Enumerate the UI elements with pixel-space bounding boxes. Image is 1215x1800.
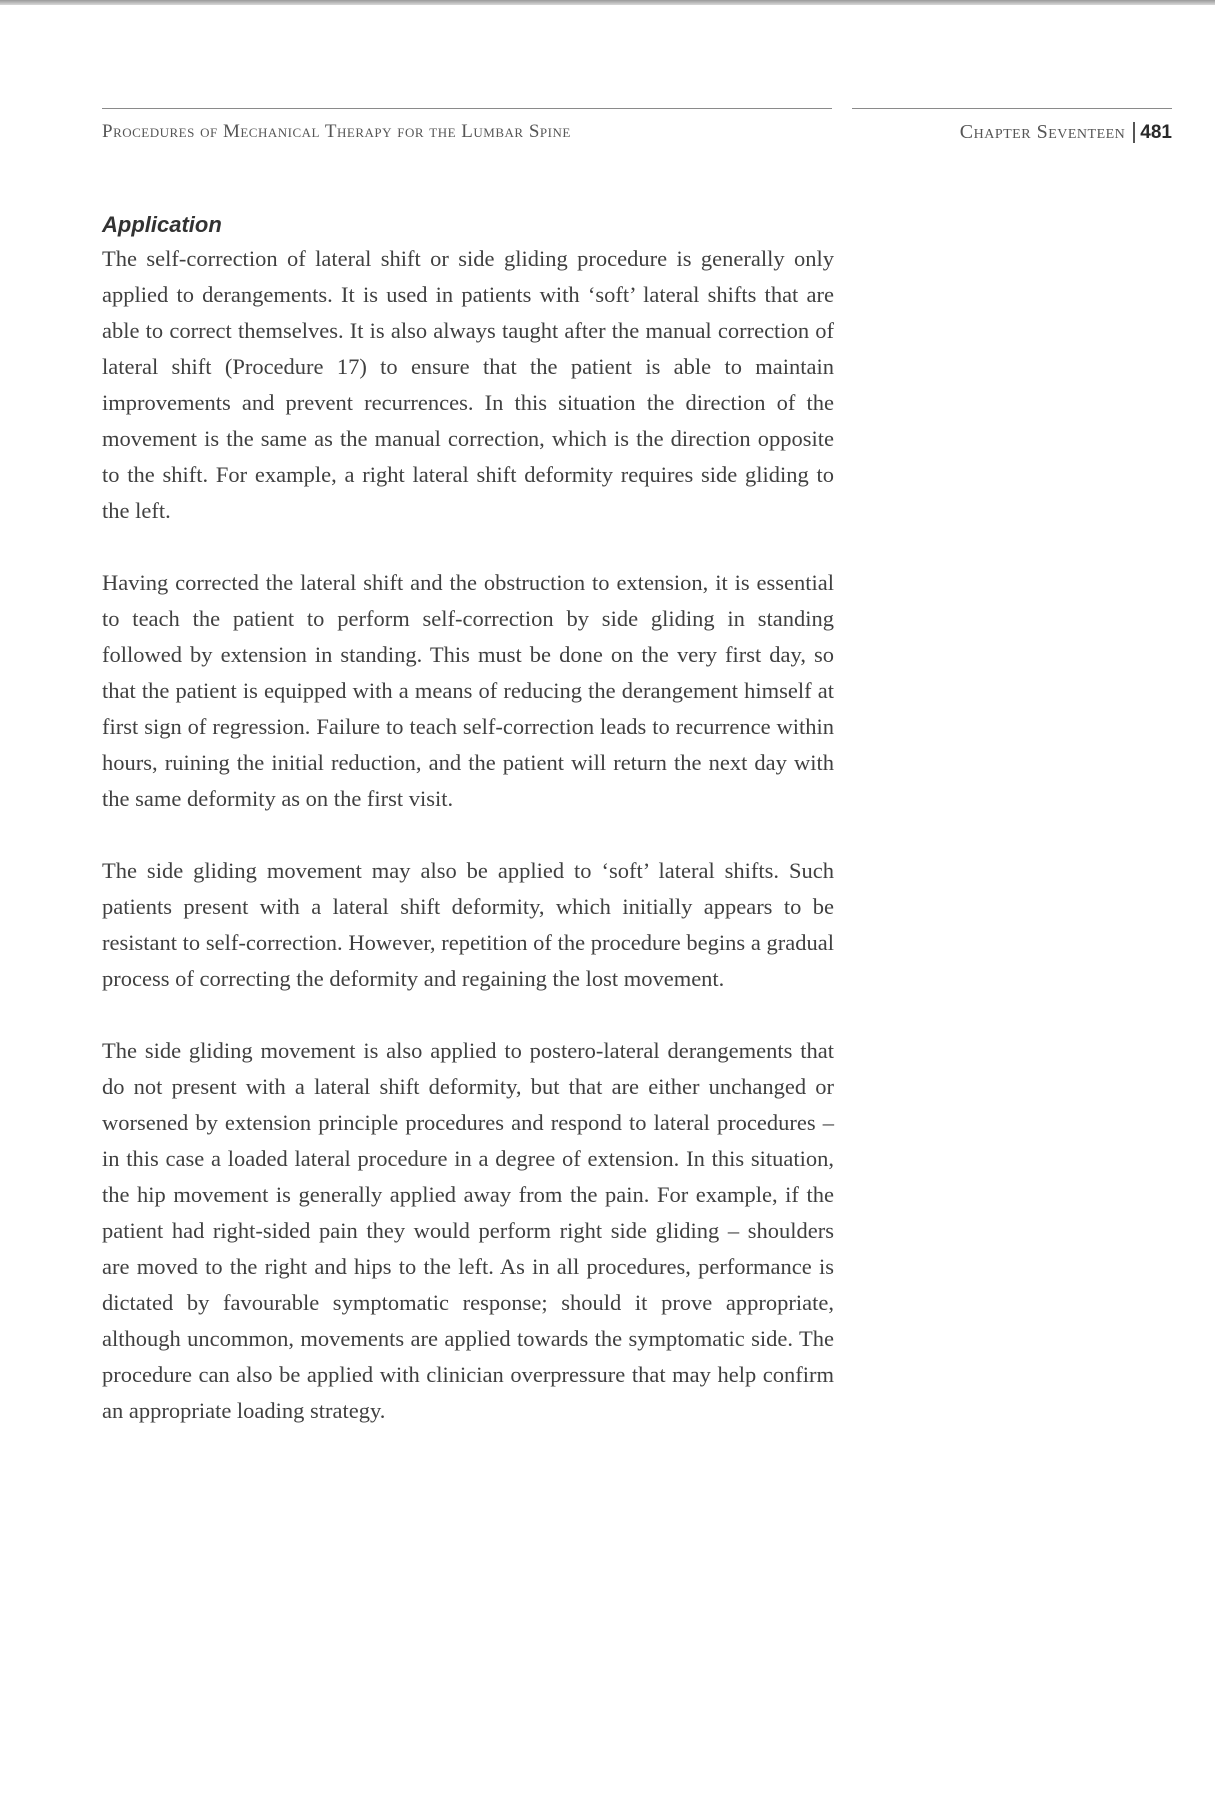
paragraph: The side gliding movement is also applied to postero-lateral derangements that do not present with a lateral shift deformity, but that are either unchanged or worsened by extension principle procedures and respond to lateral procedures – in this case a loaded lateral procedure in a degree of extension. In this situation, the hip movement is generally applied away from the pain. For example, if the patient had right-sided pain they would perform right side gliding – shoulders are moved to the right and hips to the left. As in all procedures, performance is dictated by favourable symptomatic response; should it prove appropriate, although uncommon, movements are applied towards the symptomatic side. The procedure can also be applied with clinician overpressure that may help confirm an appropriate loading strategy.: [102, 1038, 834, 1423]
top-scan-edge: [0, 0, 1215, 5]
chapter-block: [852, 108, 1172, 144]
page-number: 481: [1133, 122, 1172, 143]
paragraph: Having corrected the lateral shift and the obstruction to extension, it is essential to teach the patient to perform self-correction by side gliding in standing followed by extension in standing. This must be done on the very first day, so that the patient is equipped with a means of reducing the derangement himself at first sign of regression. Failure to teach self-correction leads to recurrence within hours, ruining the initial reduction, and the patient will return the next day with the same deformity as on the first visit.: [102, 570, 834, 811]
paragraph: The self-correction of lateral shift or side gliding procedure is generally only applied to derangements. It is used in patients with ‘soft’ lateral shifts that are able to correct themselves. It is also always taught after the manual correction of lateral shift (Procedure 17) to ensure that the patient is able to maintain improvements and prevent recurrences. In this situation the direction of the movement is the same as the manual correction, which is the direction opposite to the shift. For example, a right lateral shift deformity requires side gliding to the left.: [102, 246, 834, 523]
paragraph: The side gliding movement may also be applied to ‘soft’ lateral shifts. Such patients present with a lateral shift deformity, which initially appears to be resistant to self-correction. However, repetition of the procedure begins a gradual process of correcting the deformity and regaining the lost movement.: [102, 858, 834, 991]
running-title: Procedures of Mechanical Therapy for the Lumbar Spine: [102, 108, 832, 143]
chapter-label: Chapter Seventeen: [959, 121, 1126, 143]
running-header: [102, 108, 1172, 148]
section-heading: Application: [102, 212, 222, 237]
page-body: [102, 209, 834, 1465]
